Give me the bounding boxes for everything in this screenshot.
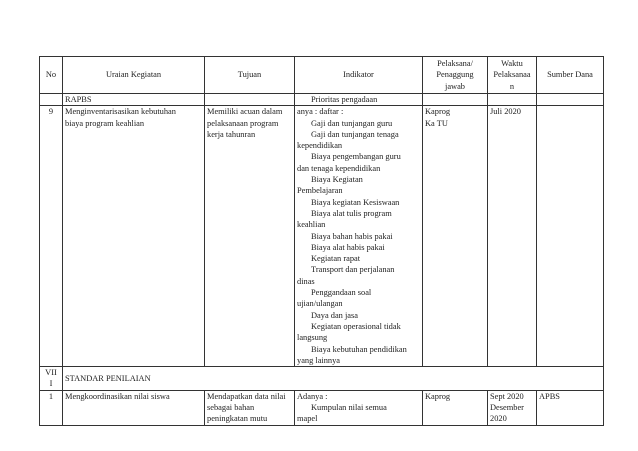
- uraian-cell: Mengkoordinasikan nilai siswa: [63, 390, 205, 425]
- indicator-line: langsung: [297, 333, 328, 343]
- indicator-line: Pembelajaran: [297, 186, 343, 196]
- header-waktu: [488, 57, 537, 94]
- tujuan-line: kerja tahunran: [207, 129, 256, 139]
- section-row: [40, 367, 604, 391]
- indicator-line: Biaya kebutuhan pendidikan: [311, 344, 407, 354]
- indicator-line: kependidikan: [297, 141, 343, 151]
- tujuan-cell: [205, 390, 295, 425]
- pelaksana-cell: Kaprog: [423, 390, 488, 425]
- pelaksana-cell: [423, 106, 488, 367]
- indicator-line: Adanya :: [297, 391, 328, 401]
- indicator-line: Biaya bahan habis pakai: [311, 231, 393, 241]
- carry-uraian-cell: RAPBS: [63, 94, 205, 106]
- indicator-line: dinas: [297, 276, 315, 286]
- uraian-line: biaya program keahlian: [65, 118, 145, 128]
- section-number-line: I: [49, 379, 53, 389]
- waktu-cell: [488, 390, 537, 425]
- indikator-cell: [295, 390, 423, 425]
- tujuan-line: Memiliki acuan dalam: [207, 107, 283, 117]
- indicator-line: Biaya kegiatan Kesiswaan: [311, 197, 400, 207]
- activity-plan-table: [39, 56, 604, 426]
- pelaksana-line: Kaprog: [425, 107, 451, 117]
- waktu-line: Sept 2020: [490, 391, 524, 401]
- carry-sumber-cell: [537, 94, 604, 106]
- indicator-line: Gaji dan tunjangan tenaga: [311, 129, 399, 139]
- header-waktu-line: n: [509, 81, 515, 91]
- sumber-dana-cell: [537, 106, 604, 367]
- waktu-line: Desember: [490, 403, 524, 413]
- header-row: [40, 57, 604, 94]
- uraian-line: Menginventarisasikan kebutuhan: [65, 107, 176, 117]
- section-number-line: VII: [45, 368, 57, 378]
- row-number: 1: [40, 390, 63, 425]
- indicator-line: anya : daftar :: [297, 107, 344, 117]
- indicator-line: ujian/ulangan: [297, 299, 343, 309]
- header-indikator: Indikator: [295, 57, 423, 94]
- indicator-line: Biaya alat habis pakai: [311, 242, 385, 252]
- pelaksana-line: Ka TU: [425, 118, 448, 128]
- section-number: [40, 367, 63, 391]
- indicator-line: Biaya alat tulis program: [311, 208, 392, 218]
- indicator-line: yang lainnya: [297, 355, 341, 365]
- uraian-cell: [63, 106, 205, 367]
- header-pelaksana-line: Penaggung: [436, 70, 474, 80]
- table-row-1: [40, 390, 604, 425]
- indicator-line: dan tenaga kependidikan: [297, 163, 381, 173]
- sumber-dana-cell: APBS: [537, 390, 604, 425]
- carry-indikator-cell: [295, 94, 423, 106]
- indicator-line: Kegiatan operasional tidak: [311, 321, 401, 331]
- header-pelaksana-line: jawab: [445, 81, 465, 91]
- header-no: No: [40, 57, 63, 94]
- carry-over-row: [40, 94, 604, 106]
- tujuan-line: pelaksanaan program: [207, 118, 279, 128]
- waktu-cell: Juli 2020: [488, 106, 537, 367]
- waktu-line: 2020: [490, 414, 507, 424]
- table-row-9: [40, 106, 604, 367]
- header-waktu-line: Pelaksanaa: [493, 70, 531, 80]
- header-tujuan: Tujuan: [205, 57, 295, 94]
- row-number: 9: [40, 106, 63, 367]
- indicator-line: Transport dan perjalanan: [311, 265, 395, 275]
- indicator-line: Penggandaan soal: [311, 288, 372, 298]
- header-sumber-dana: Sumber Dana: [537, 57, 604, 94]
- tujuan-cell: [205, 106, 295, 367]
- indicator-line: Kegiatan rapat: [311, 254, 361, 264]
- tujuan-line: sebagai bahan: [207, 403, 255, 413]
- header-uraian-kegiatan: Uraian Kegiatan: [63, 57, 205, 94]
- indicator-line: Prioritas pengadaan: [311, 95, 378, 104]
- carry-pelaksana-cell: [423, 94, 488, 106]
- carry-tujuan-cell: [205, 94, 295, 106]
- indicator-line: Daya dan jasa: [311, 310, 358, 320]
- header-waktu-line: Waktu: [501, 59, 523, 69]
- indicator-line: Biaya Kegiatan: [311, 175, 363, 185]
- header-pelaksana-line: Pelaksana/: [437, 59, 473, 69]
- header-pelaksana: [423, 57, 488, 94]
- indikator-cell: [295, 106, 423, 367]
- indicator-line: mapel: [297, 414, 318, 424]
- section-title: STANDAR PENILAIAN: [63, 367, 604, 391]
- indicator-line: keahlian: [297, 220, 326, 230]
- indicator-line: Biaya pengembangan guru: [311, 152, 401, 162]
- carry-waktu-cell: [488, 94, 537, 106]
- tujuan-line: Mendapatkan data nilai: [207, 391, 286, 401]
- carry-no-cell: [40, 94, 63, 106]
- indicator-line: Kumpulan nilai semua: [311, 403, 387, 413]
- tujuan-line: peningkatan mutu: [207, 414, 268, 424]
- indicator-line: Gaji dan tunjangan guru: [311, 118, 393, 128]
